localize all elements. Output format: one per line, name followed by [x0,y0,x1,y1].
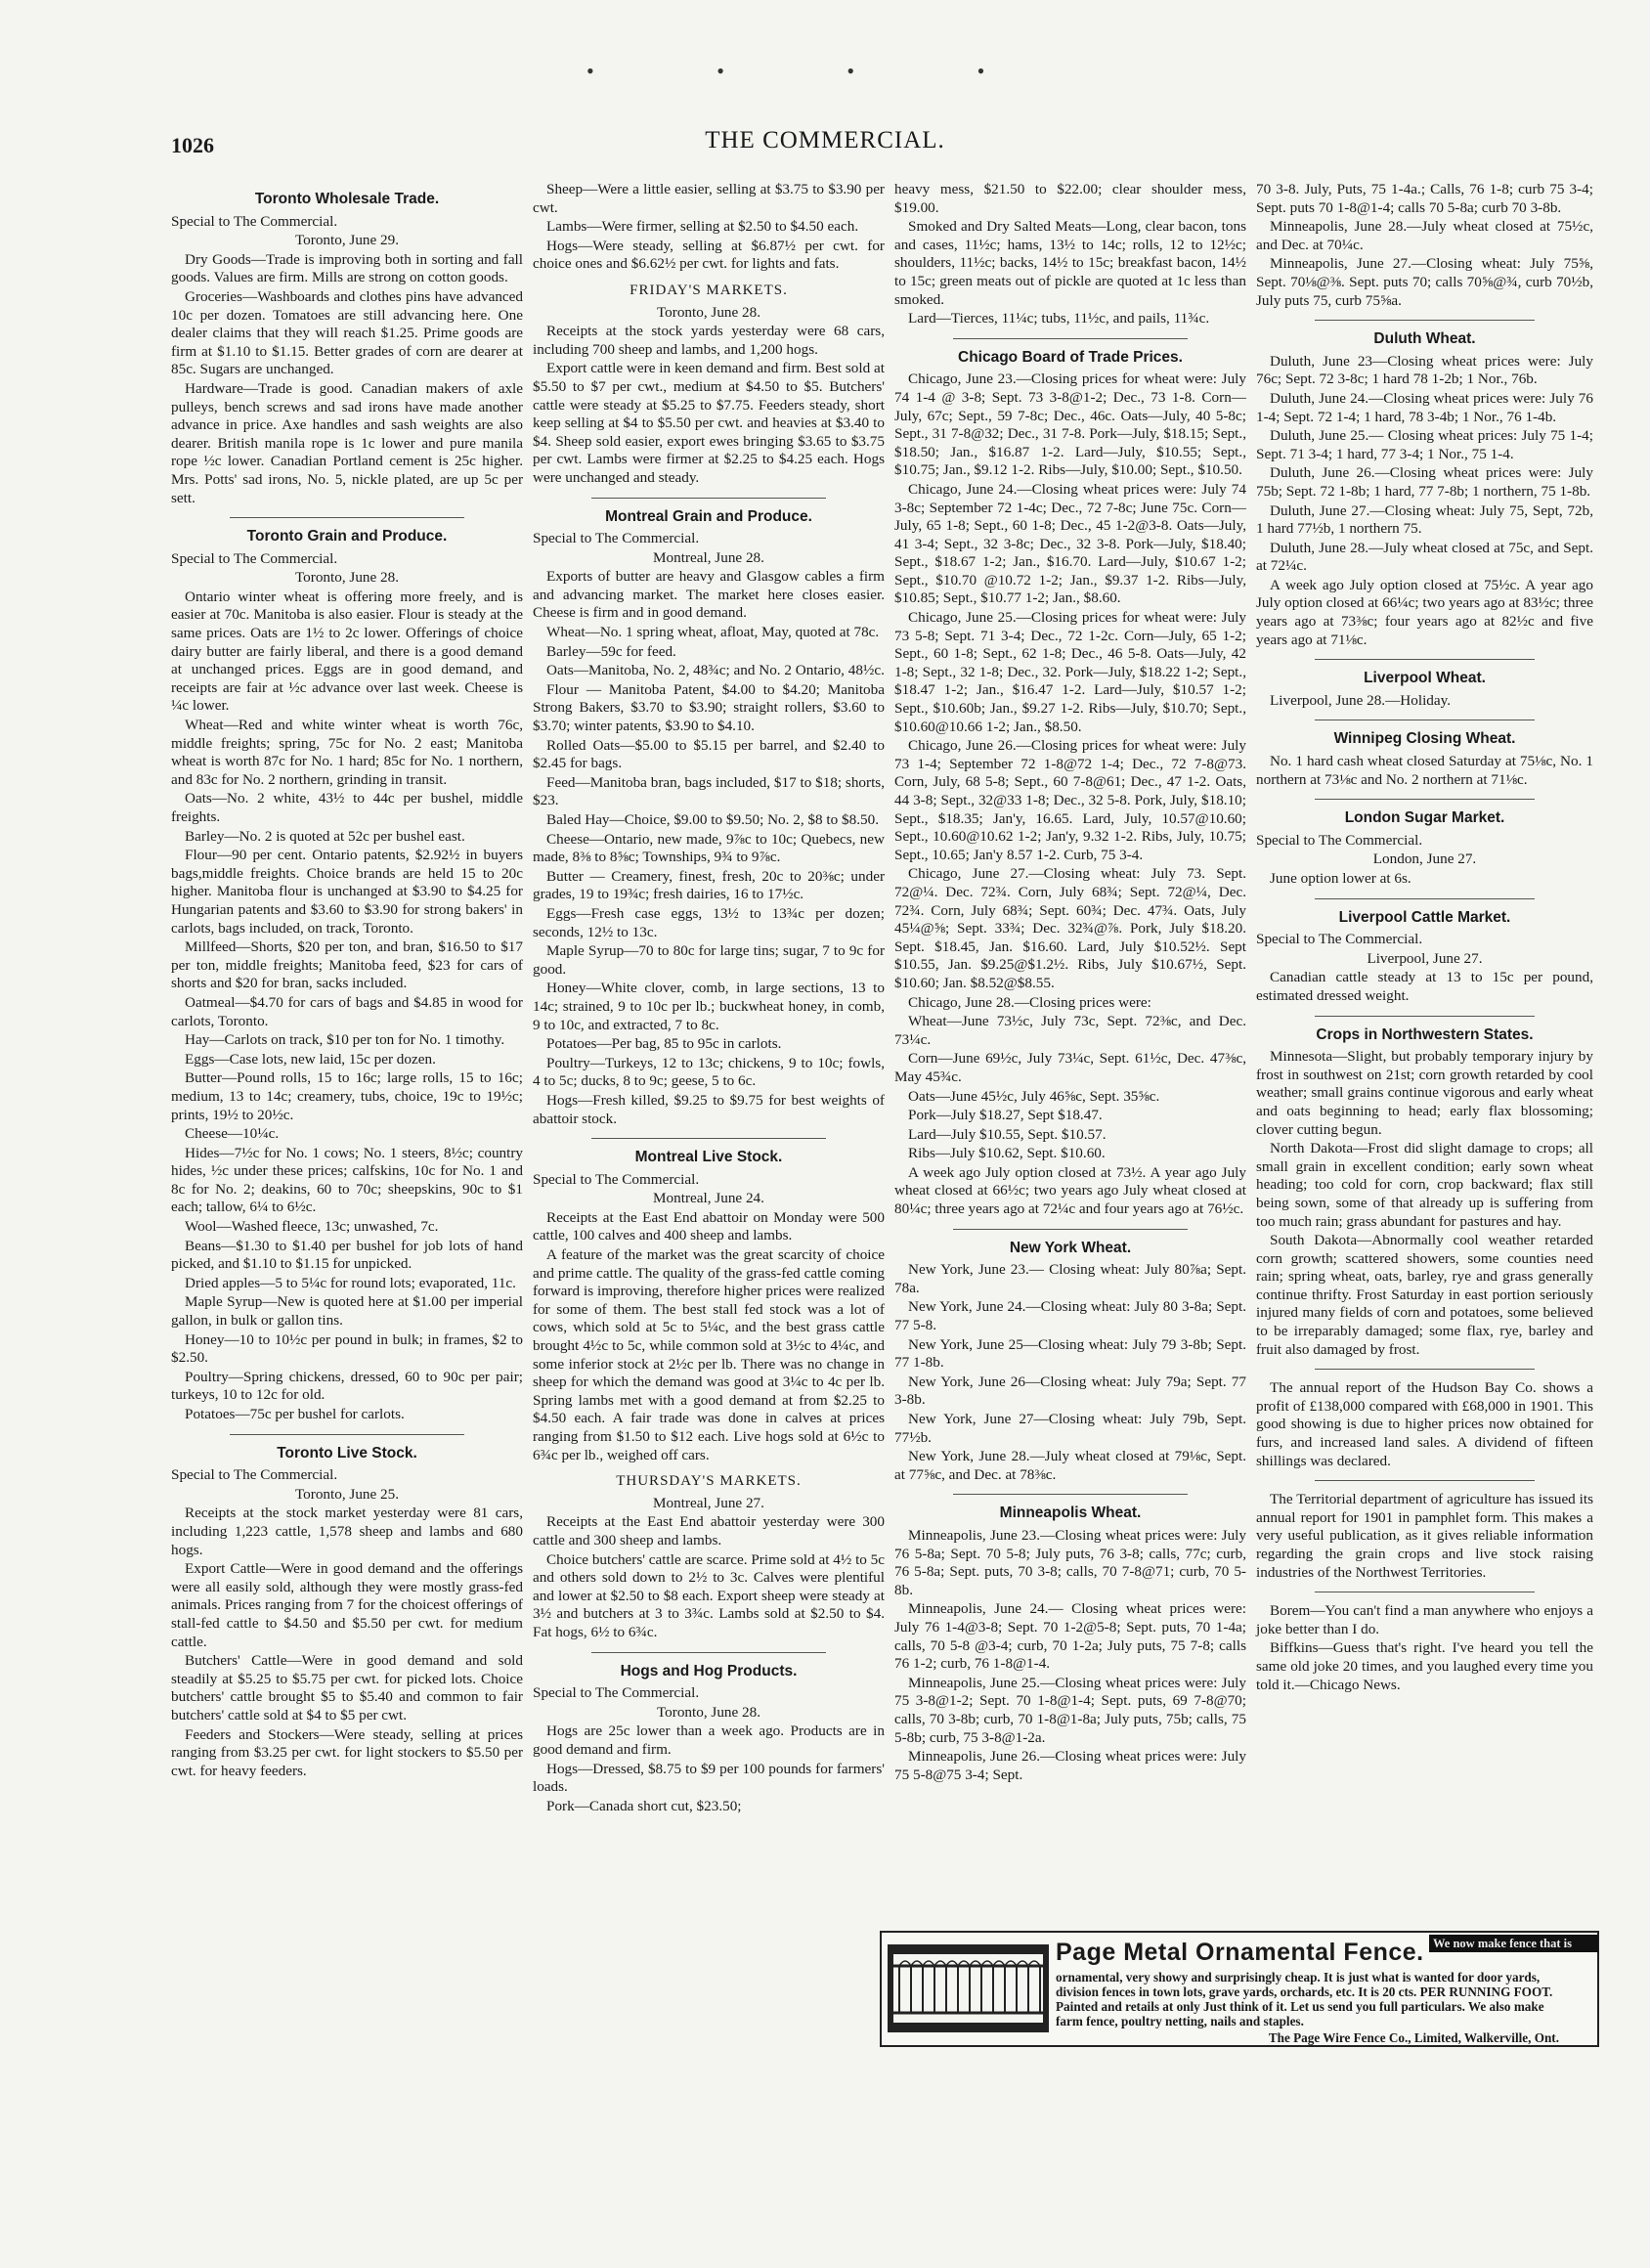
paragraph: Chicago, June 25.—Closing prices for wheat were: July 73 5-8; Sept. 71 3-4; Dec., 72 1-2c. Corn—July, 65 1-2; Sept., 60 1-8; Sept., 62 1-8; Dec., 46 5-8. Oats—July, 42 1-8; Sept., 32 1-8; Dec., 32. Pork—July, $18.22 1-2; Sept., $18.47 1-2; Jan., $16.47 1-2. Lard—July, $10.57 1-2; Sept., $10.60b; Jan., $9.27 1-2. Ribs—July, $10.70; Sept., $10.60@10.66 1-2; Jan., $8.50. [894,609,1246,735]
article-montreal-live-stock [533,1149,885,1464]
divider [230,517,464,518]
ad-body-text: ornamental, very showy and surprisingly cheap. It is just what is wanted for door yards, division fences in town lots, grave yards, orchards, etc. It is 20 cts. PER RUNNING FOOT. Painted and retails at only Just think of it. Let us send you full particulars. We also make farm fence, poultry netting, nails and staples. [1056,1970,1553,2028]
article-title: Toronto Grain and Produce. [246,528,448,545]
paragraph: Chicago, June 24.—Closing wheat prices were: July 74 3-8c; September 72 1-4c; Dec., 72 7-8c; June 75c. Corn—July, 65 1-8; Sept., 60 1-8; Dec., 45 1-2@3-8. Oats—July, 41 3-4; Sept., 32 3-8c; Dec., 32 3-8. Pork—July, $18.40; Sept., $18.67 1-2; Jan., $16.70. Lard—July, $10.67 1-2; Sept., $10.70 @10.72 1-2; Jan., $9.37 1-2. Ribs—July, $10.85; Sept., $10.77 1-2; Jan., $8.60. [894,480,1246,607]
paragraph: Duluth, June 25.— Closing wheat prices: July 75 1-4; Sept. 71 3-4; 1 hard, 77 3-4; 1 Nor., 75 1-4. [1256,427,1593,462]
divider [591,1138,826,1139]
paragraph: New York, June 25—Closing wheat: July 79 3-8b; Sept. 77 1-8b. [894,1335,1246,1372]
paragraph: Oats—No. 2 white, 43½ to 44c per bushel, middle freights. [171,790,523,825]
article-title: Duluth Wheat. [1373,330,1476,348]
article-title: Liverpool Wheat. [1364,670,1486,687]
paragraph: Smoked and Dry Salted Meats—Long, clear bacon, tons and cases, 11½c; hams, 13½ to 14c; rolls, 12 to 12½c; shoulders, 11½c; backs, 14½ to 15c; breakfast bacon, 14½ to 15c; green meats out of pickle are quoted at 1c less than smoked. [894,218,1246,308]
paragraph: South Dakota—Abnormally cool weather retarded corn growth; scattered showers, some counties need rain; spring wheat, oats, barley, rye and grass generally continue thrifty. Frost Saturday in east portion seriously injured many fields of corn and potatoes, some believed to be irreparably damaged; some flax, rye, barley and fruit also damaged by frost. [1256,1232,1593,1358]
paragraph: Cheese—10¼c. [185,1125,280,1143]
article-london-sugar [1256,809,1593,888]
paragraph: Pork—July $18.27, Sept $18.47. [908,1107,1103,1124]
paragraph: Wool—Washed fleece, 13c; unwashed, 7c. [185,1218,439,1236]
paragraph: 70 3-8. July, Puts, 75 1-4a.; Calls, 76 1-8; curb 75 3-4; Sept. puts 70 1-8@1-4; calls 70 5-8a; curb 70 3-8b. [1256,181,1593,216]
article-title: Toronto Live Stock. [277,1444,417,1461]
paragraph: Oats—Manitoba, No. 2, 48¾c; and No. 2 Ontario, 48½c. [546,662,885,679]
dateline: Liverpool, June 27. [1367,949,1483,967]
paragraph: Lard—Tierces, 11¼c; tubs, 11½c, and pails, 11¾c. [908,310,1210,327]
page-title: THE COMMERCIAL. [705,127,945,153]
paragraph: Potatoes—75c per bushel for carlots. [185,1406,405,1422]
divider [591,498,826,499]
divider [591,1652,826,1653]
paragraph: Beans—$1.30 to $1.40 per bushel for job lots of hand picked, and $1.10 to $1.15 for unpicked. [171,1237,523,1273]
article-montreal-grain [533,508,885,1129]
column-2 [533,181,885,1816]
paragraph: Choice butchers' cattle are scarce. Prime sold at 4½ to 5c and others sold down to 2½ to 3c. Calves were plentiful and lower at $2.50 to $8 each. Export sheep were steady at 3½ and butchers at 3 to 3¾c. Lambs sold at $2.50 to $4. Fat hogs, 6½ to 6¾c. [533,1550,886,1640]
paragraph: Hogs—Were steady, selling at $6.87½ per cwt. for choice ones and $6.62½ per cwt. for lights and fats. [533,237,885,273]
paragraph: June option lower at 6s. [1270,870,1411,887]
paragraph: New York, June 26—Closing wheat: July 79a; Sept. 77 3-8b. [894,1373,1246,1409]
paragraph: Chicago, June 23.—Closing prices for wheat were: July 74 1-4 @ 3-8; Sept. 73 3-8@1-2; Dec., 73 1-8. Corn—July, 67c; Sept., 59 7-8c; Dec., 46c. Oats—July, 40 5-8c; Sept., 31 7-8@32; Dec., 31 7-8. Pork—July, $18.15; Sept., $18.50; Jan., $16.87 1-2. Lard—July, $10.55; Sept., $10.75; Jan., $9.12 1-2. Ribs—July, $10.00; Sept., $10.50. [894,371,1246,479]
paragraph: Dried apples—5 to 5¼c for round lots; evaporated, 11c. [185,1274,516,1291]
paragraph: Chicago, June 26.—Closing prices for wheat were: July 73 1-4; September 72 1-8@72 1-4; Dec., 72 7-8@73. Corn, July, 68 5-8; Sept., 60 7-8@61; Dec., 47 1-2. Oats, 44 3-8; Sept., 32@33 1-8; Dec., 32 5-8. Pork, July, $18.10; Sept., $18.35; Jan'y, 16.65. Lard, July, 10.57@10.60; Sept., 10.60@10.62 1-2; Jan'y, 9.32 1-2. Ribs, July, 10.75; Sept., 10.65; Jan'y 8.57 1-2. Curb, 75 3-4. [894,737,1246,863]
paragraph: A week ago July option closed at 73½. A year ago July wheat closed at 66½c; two years ago July wheat closed at 80¼c; three years ago at 72¼c and four years ago at 76½c. [894,1163,1246,1218]
article-thursdays-markets [533,1472,885,1641]
paragraph: Pork—Canada short cut, $23.50; [546,1797,742,1814]
paragraph: Duluth, June 23—Closing wheat prices were: July 76c; Sept. 72 3-8c; 1 hard 78 1-2b; 1 Nor., 76b. [1256,352,1593,388]
paragraph: Maple Syrup—New is quoted here at $1.00 per imperial gallon, in bulk or gallon tins. [171,1293,523,1330]
article-title: Minneapolis Wheat. [999,1505,1142,1522]
dateline: Special to The Commercial. [533,530,700,547]
paragraph: Sheep—Were a little easier, selling at $3.75 to $3.90 per cwt. [533,181,885,216]
paragraph: New York, June 27—Closing wheat: July 79b, Sept. 77½b. [894,1411,1246,1446]
paragraph: Lard—July $10.55, Sept. $10.57. [908,1125,1107,1143]
paragraph: Dry Goods—Trade is improving both in sorting and fall goods. Values are firm. Mills are strong on cotton goods. [171,250,523,286]
paragraph: Receipts at the stock market yesterday were 81 cars, including 1,223 cattle, 1,578 sheep and lambs and 680 hogs. [171,1505,523,1558]
paragraph: Rolled Oats—$5.00 to $5.15 per barrel, and $2.40 to $2.45 for bags. [533,736,885,772]
article-chicago-board [894,349,1246,1219]
paragraph: Eggs—Case lots, new laid, 15c per dozen. [185,1050,436,1068]
dateline: Montreal, June 28. [653,548,764,566]
paragraph: Butter — Creamery, finest, fresh, 20c to 20⅜c; under grades, 19 to 19¾c; fresh dairies, 16 to 17½c. [533,867,885,903]
article-title: Montreal Grain and Produce. [605,507,812,525]
article-title: Liverpool Cattle Market. [1338,908,1511,926]
paragraph: New York, June 23.— Closing wheat: July 80⅞a; Sept. 78a. [894,1261,1246,1296]
article-minneapolis-wheat [894,1505,1246,1784]
paragraph: Hay—Carlots on track, $10 per ton for No. 1 timothy. [185,1031,505,1049]
divider [1315,799,1535,800]
paragraph: Barley—No. 2 is quoted at 52c per bushel east. [185,827,465,845]
paragraph: Receipts at the East End abattoir on Monday were 500 cattle, 100 calves and 400 sheep and lambs. [533,1208,885,1244]
dateline: Toronto, June 25. [294,1485,400,1503]
paragraph: Groceries—Washboards and clothes pins have advanced 10c per dozen. Tomatoes are still advancing here. One dealer claims that they will reach $1.25. Prime goods are firm at $1.10 to $1.15. Better grades of corn are dearer at 85c. Sugars are unchanged. [171,287,523,378]
article-duluth-wheat [1256,330,1593,649]
article-title: Hogs and Hog Products. [620,1662,798,1679]
dateline: Toronto, June 28. [656,1703,761,1721]
dateline: Special to The Commercial. [171,549,338,567]
dateline: Special to The Commercial. [533,1170,700,1188]
paragraph: A week ago July option closed at 75½c. A year ago July option closed at 66¼c; two years ago at 83½c; three years ago at 73⅜c; four years ago at 82½c and five years ago at 71⅛c. [1256,576,1594,648]
article-continued [1256,181,1593,310]
paragraph: Wheat—June 73½c, July 73c, Sept. 72⅜c, and Dec. 73¼c. [894,1013,1246,1048]
paragraph: Oats—June 45½c, July 46⅝c, Sept. 35⅝c. [908,1087,1160,1105]
dateline: Toronto, June 29. [294,232,400,249]
paragraph: Duluth, June 26.—Closing wheat prices were: July 75b; Sept. 72 1-8b; 1 hard, 77 7-8b; 1 northern, 75 1-8b. [1256,464,1593,500]
paragraph: Biffkins—Guess that's right. I've heard you tell the same old joke 20 times, and you laughed every time you told it.—Chicago News. [1256,1639,1593,1693]
article-winnipeg [1256,730,1593,789]
paragraph: Hides—7½c for No. 1 cows; No. 1 steers, 8½c; country hides, ½c under these prices; calfskins, 10c for No. 1 and 8c for No. 2; deakins, 60 to 70c; sheepskins, 90c to $1 each; tallow, 6¼ to 6½c. [171,1144,523,1216]
paragraph: Feed—Manitoba bran, bags included, $17 to $18; shorts, $23. [533,773,885,809]
paragraph: Chicago, June 27.—Closing wheat: July 73. Sept. 72@¼. Dec. 72¾. Corn, July 68¾; Sept. 72@¼, Dec. 72¾. Corn, July 68¾; Sept. 60¾; Dec. 47¾. Oats, July 45¼@⅝; Sept. 33¾; Dec. 32¾@⅞. Pork, July $18.20. Sept. $18.45, Jan. $16.60. Lard, July $10.52½. Sept $10.55, Jan. $9.25@$1.2½. Ribs, July $10.67½, Sept. $10.60; Jan. $8.52@$8.55. [894,865,1246,991]
paragraph: Receipts at the East End abattoir yesterday were 300 cattle and 300 sheep and lambs. [533,1513,885,1548]
divider [1315,320,1535,321]
paragraph: A feature of the market was the great scarcity of choice and prime cattle. The quality of the grass-fed cattle coming forward is improving, therefore higher prices were realized for some of them. The best stall fed stock was a lot of cows, which sold at 5c to 5¼c, and the best grass cattle brought 4½c to 5c, while common sold at 3½c to 4¼c, and some inferior stock at 2½c per lb. There was no change in sheep for which the demand was good at 3¼c to 4c per lb. Spring lambs met with a good demand at from $2.25 to $4.50 each. A fair trade was done in calves at prices ranging from $1.50 to $12 each. Live hogs sold at 6½c to 6¾c per lb., weighed off cars. [533,1246,885,1463]
article-crops [1256,1026,1593,1695]
dateline: Montreal, June 27. [653,1494,764,1511]
article-continued [533,181,885,274]
divider [1315,1016,1535,1017]
paragraph: Flour — Manitoba Patent, $4.00 to $4.20; Manitoba Strong Bakers, $3.70 to $3.90; straight rollers, $3.60 to $3.70; winter patents, $3.90 to $4.10. [533,680,885,735]
divider [1315,1369,1535,1370]
ad-footer: The Page Wire Fence Co., Limited, Walkerville, Ont. [1268,2030,1559,2045]
paragraph: Honey—10 to 10½c per pound in bulk; in frames, $2 to $2.50. [171,1330,523,1367]
paragraph: Export Cattle—Were in good demand and the offerings were all easily sold, although they were mostly grass-fed animals. Prices ranging from 7 for the choicest offerings of stall-fed cattle to $4.50 and $5.50 per cwt. for medium cattle. [171,1560,523,1650]
paragraph: Canadian cattle steady at 13 to 15c per pound, estimated dressed weight. [1256,969,1593,1004]
paragraph: Ribs—July $10.62, Sept. $10.60. [908,1145,1106,1162]
paragraph: New York, June 28.—July wheat closed at 79⅛c, Sept. at 77⅝c, and Dec. at 78⅜c. [894,1448,1246,1483]
ad-body [1056,1970,1559,2045]
paragraph: Cheese—Ontario, new made, 9⅞c to 10c; Quebecs, new made, 8⅜ to 8⅝c; Townships, 9¾ to 9⅞c. [533,830,885,866]
dateline: London, June 27. [1372,850,1477,868]
fence-illustration-icon [888,1944,1049,2032]
article-title: New York Wheat. [1009,1239,1132,1256]
dateline: Montreal, June 24. [653,1190,764,1207]
advertisement-page-fence [880,1931,1599,2047]
paragraph: Lambs—Were firmer, selling at $2.50 to $4.50 each. [546,218,859,236]
paragraph: Duluth, June 24.—Closing wheat prices were: July 76 1-4; Sept. 72 1-4; 1 hard, 78 3-4b; 1 Nor., 76 1-4b. [1256,389,1593,425]
ad-title: Page Metal Ornamental Fence. [1056,1939,1424,1966]
article-title: Toronto Wholesale Trade. [254,191,440,207]
paragraph: Hogs are 25c lower than a week ago. Products are in good demand and firm. [533,1723,885,1758]
paragraph: Chicago, June 28.—Closing prices were: [908,993,1151,1011]
article-new-york-wheat [894,1240,1246,1485]
paragraph: Wheat—Red and white winter wheat is worth 76c, middle freights; spring, 75c for No. 2 east; Manitoba wheat is worth 87c for No. 1 hard; 85c for No. 1 northern, and 83c for No. 2 northern, grinding in transit. [171,717,523,788]
paragraph: Eggs—Fresh case eggs, 13½ to 13¾c per dozen; seconds, 12½ to 13c. [533,904,885,940]
paragraph: Minneapolis, June 24.— Closing wheat prices were: July 76 1-4@3-8; Sept. 70 1-2@5-8; Sept. puts, 70 1-4a; calls, 70 5-8 @3-4; curb, 70 1-2a; July puts, 75 7-8; calls 76 1-2; curb, 76 1-8@1-4. [894,1600,1246,1673]
column-3 [894,181,1246,1785]
paragraph: Liverpool, June 28.—Holiday. [1270,691,1452,709]
paragraph: Corn—June 69½c, July 73¼c, Sept. 61½c, Dec. 47⅜c, May 45¾c. [894,1050,1246,1085]
divider [1315,898,1535,899]
paragraph: The Territorial department of agriculture has issued its annual report for 1901 in pamphlet form. This makes a very useful publication, as it gives reliable information regarding the grain crops and live stock raising industries of the Northwest Territories. [1256,1491,1593,1581]
page-number: 1026 [171,133,214,157]
paragraph: Honey—White clover, comb, in large sections, 13 to 14c; strained, 9 to 10c per lb.; buckwheat honey, in comb, 9 to 10c, and extracted, 7 to 8c. [533,980,885,1033]
paragraph: Minneapolis, June 25.—Closing wheat prices were: July 75 3-8@1-2; Sept. 70 1-8@1-4; Sept. puts, 69 7-8@70; calls, 70 3-8b; curb, 70 1-8@1-8a; July puts, 75b; calls, 75 5-8b; curb, 75 3-8@1-2a. [894,1674,1246,1746]
dateline: Special to The Commercial. [533,1684,700,1702]
article-title: Winnipeg Closing Wheat. [1333,730,1516,748]
paragraph: New York, June 24.—Closing wheat: July 80 3-8a; Sept. 77 5-8. [894,1298,1246,1334]
paragraph: Minneapolis, June 23.—Closing wheat prices were: July 76 5-8a; Sept. 70 5-8; July puts, 76 3-8; calls, 77c; curb, 76 5-8a; Sept. puts, 70 3-8; calls, 70 7-8@71; curb, 70 5-8b. [894,1526,1246,1598]
dateline: Special to The Commercial. [1256,931,1423,948]
article-title: Montreal Live Stock. [634,1149,783,1166]
paragraph: Duluth, June 27.—Closing wheat: July 75, Sept, 72b, 1 hard 77½b, 1 northern 75. [1256,502,1593,538]
paragraph: Baled Hay—Choice, $9.00 to $9.50; No. 2, $8 to $8.50. [546,811,879,828]
paragraph: Wheat—No. 1 spring wheat, afloat, May, quoted at 78c. [546,624,880,641]
paragraph: Borem—You can't find a man anywhere who enjoys a joke better than I do. [1256,1602,1593,1637]
article-title: Crops in Northwestern States. [1316,1025,1534,1043]
paragraph: Duluth, June 28.—July wheat closed at 75c, and Sept. at 72¼c. [1256,539,1593,575]
paragraph: Poultry—Spring chickens, dressed, 60 to 90c per pair; turkeys, 10 to 12c for old. [171,1368,523,1404]
article-liverpool-cattle [1256,909,1593,1006]
paragraph: Export cattle were in keen demand and firm. Best sold at $5.50 to $7 per cwt., medium at $4.50 to $5. Butchers' cattle were steady at $5.25 to $7.75. Feeders steady, short keep selling at $4 to $5.50 per cwt. and heavies at $3.40 to $4. Sheep sold easier, export ewes bringing $3.65 to $3.75 per cwt. Lambs were firmer at $2.25 to $4.25 each. Hogs were unchanged and steady. [533,360,885,486]
divider [953,338,1188,339]
article-title: Chicago Board of Trade Prices. [958,348,1183,366]
paragraph: Receipts at the stock yards yesterday were 68 cars, including 700 sheep and lambs, and 1,200 hogs. [533,323,885,358]
scan-marks: • • • • [586,59,1044,83]
divider [953,1229,1188,1230]
paragraph: The annual report of the Hudson Bay Co. shows a profit of £138,000 compared with £68,000 in 1901. This good showing is due to higher prices now obtained for furs, and increased land sales. A dividend of fifteen shillings was declared. [1256,1379,1593,1469]
dateline: Special to The Commercial. [1256,831,1423,849]
column-1 [171,181,523,1781]
paragraph: Hardware—Trade is good. Canadian makers of axle pulleys, bench screws and sad irons have made another advance in price. Axe handles and sash weights are also dearer. British manila rope is 1c lower and pure manila rope ½c lower. Canadian Portland cement is 25c higher. Mrs. Potts' sad irons, No. 5, nickle plated, are up 5c per sett. [171,379,523,506]
divider [1315,1480,1535,1481]
paragraph: Butchers' Cattle—Were in good demand and sold steadily at $5.25 to $5.75 per cwt. for picked lots. Choice butchers' cattle brought $5 to $5.40 and common to fair butchers' cattle sold at $4 to $5 per cwt. [171,1652,523,1723]
article-hogs [533,1663,885,1816]
paragraph: North Dakota—Frost did slight damage to crops; all small grain in excellent condition; early sown wheat heading; too cold for corn, crop backward; flax still being sown, some of that already up is suffering from too much rain; grass abundant for pastures and hay. [1256,1140,1593,1230]
paragraph: Flour—90 per cent. Ontario patents, $2.92½ in buyers bags,middle freights. Choice brands are held 15 to 20c higher. Manitoba flour is unchanged at $3.90 to $4.25 for Hungarian patents and $3.60 to $3.90 for strong bakers' in carlots, bags included, on track, Toronto. [171,847,523,937]
paragraph: No. 1 hard cash wheat closed Saturday at 75⅛c, No. 1 northern at 73⅛c and No. 2 northern at 71⅛c. [1256,753,1593,788]
paragraph: Exports of butter are heavy and Glasgow cables a firm and advancing market. The market here closes easier. Cheese is firm and in good demand. [533,568,885,622]
article-subtitle: THURSDAY'S MARKETS. [616,1473,802,1490]
divider [1315,659,1535,660]
paragraph: Ontario winter wheat is offering more freely, and is easier at 70c. Manitoba is also easier. Flour is steady at the same prices. Oats are 1½ to 2c lower. Offerings of choice dairy butter are fairly liberal, and there is a good demand at unchanged prices. Eggs are in good demand, and receipts are fair at ½c advance over last week. Cheese is ¼c lower. [171,588,523,715]
paragraph: Butter—Pound rolls, 15 to 16c; large rolls, 15 to 16c; medium, 13 to 14c; creamery, tubs, choice, 19c to 19½c; prints, 19½ to 20½c. [171,1069,523,1123]
paragraph: Feeders and Stockers—Were steady, selling at prices ranging from $3.25 per cwt. for light stockers to $5.50 per cwt. for heavy feeders. [171,1725,523,1779]
article-liverpool-wheat [1256,670,1593,710]
article-toronto-wholesale [171,191,523,507]
paragraph: Potatoes—Per bag, 85 to 95c in carlots. [546,1035,782,1053]
dateline: Special to The Commercial. [171,212,338,230]
paragraph: Minneapolis, June 26.—Closing wheat prices were: July 75 5-8@75 3-4; Sept. [894,1748,1246,1783]
dateline: Toronto, June 28. [294,569,400,587]
paragraph: Minneapolis, June 28.—July wheat closed at 75½c, and Dec. at 70¼c. [1256,218,1593,253]
paragraph: Millfeed—Shorts, $20 per ton, and bran, $16.50 to $17 per ton, middle freights; Manitoba feed, $23 for cars of shorts and $20 for bran, sacks included. [171,938,523,992]
divider [953,1494,1188,1495]
article-toronto-live-stock [171,1445,523,1781]
paragraph: Poultry—Turkeys, 12 to 13c; chickens, 9 to 10c; fowls, 4 to 5c; ducks, 8 to 9c; geese, 5 to 6c. [533,1054,885,1090]
divider [230,1434,464,1435]
article-title: London Sugar Market. [1344,809,1505,827]
paragraph: Maple Syrup—70 to 80c for large tins; sugar, 7 to 9c for good. [533,942,885,978]
paragraph: Hogs—Fresh killed, $9.25 to $9.75 for best weights of abattoir stock. [533,1091,885,1127]
paragraph: heavy mess, $21.50 to $22.00; clear shoulder mess, $19.00. [894,181,1246,216]
paragraph: Barley—59c for feed. [546,642,676,660]
article-continued [894,181,1246,328]
dateline: Toronto, June 28. [656,303,761,321]
paragraph: Oatmeal—$4.70 for cars of bags and $4.85 in wood for carlots, Toronto. [171,993,523,1029]
paragraph: Hogs—Dressed, $8.75 to $9 per 100 pounds for farmers' loads. [533,1760,885,1796]
dateline: Special to The Commercial. [171,1466,338,1484]
article-fridays-markets [533,282,885,488]
paragraph: Minneapolis, June 27.—Closing wheat: July 75⅝, Sept. 70⅛@⅜. Sept. puts 70; calls 70⅝@¾, curb 70½b, July puts 75, curb 75⅝a. [1256,255,1593,309]
article-toronto-grain [171,528,523,1424]
paragraph: Minnesota—Slight, but probably temporary injury by frost in southwest on 21st; corn growth retarded by cool weather; small grains continue vigorous and early wheat and oats beginning to head; early flax blossoming; clover cutting begun. [1256,1048,1593,1138]
article-subtitle: FRIDAY'S MARKETS. [630,282,788,298]
column-4 [1256,181,1593,1695]
ad-corner-text: We now make fence that is [1429,1935,1598,1952]
